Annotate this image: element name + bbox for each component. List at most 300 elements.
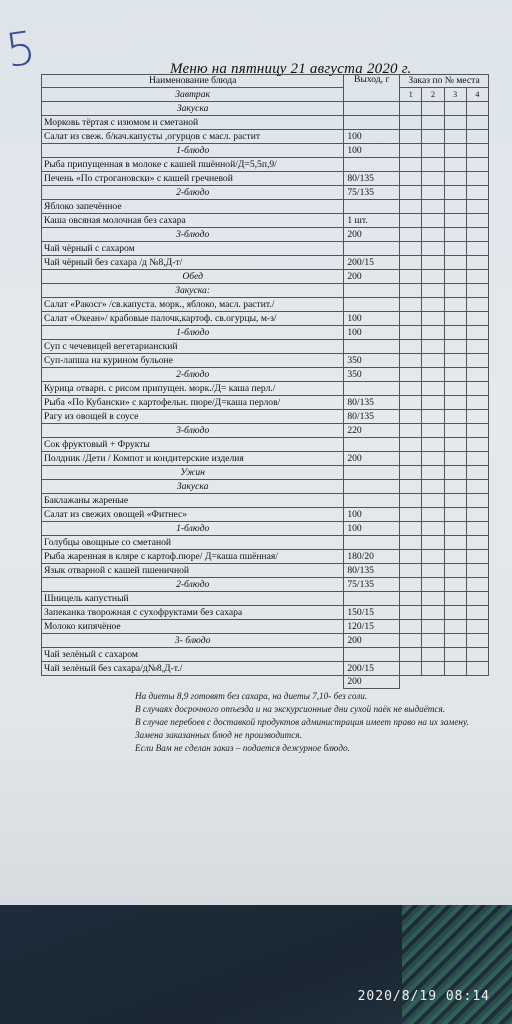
- order-box[interactable]: [400, 116, 421, 129]
- menu-row: [42, 619, 489, 633]
- order-box[interactable]: [400, 326, 421, 339]
- order-box[interactable]: [466, 508, 488, 521]
- output-value: 80/135: [344, 409, 400, 423]
- menu-row: [42, 101, 489, 115]
- order-box[interactable]: [400, 396, 421, 409]
- order-box[interactable]: [444, 578, 466, 591]
- output-value: [344, 199, 400, 213]
- order-cells[interactable]: [400, 199, 489, 213]
- order-box[interactable]: [421, 424, 443, 437]
- order-box[interactable]: [421, 396, 443, 409]
- order-box[interactable]: [400, 564, 421, 577]
- order-box[interactable]: [400, 144, 421, 157]
- output-value: 100: [344, 129, 400, 143]
- order-box[interactable]: [444, 466, 466, 479]
- order-box[interactable]: [421, 228, 443, 241]
- order-cells[interactable]: [400, 101, 489, 115]
- order-box[interactable]: [400, 550, 421, 563]
- order-cells[interactable]: [400, 311, 489, 325]
- output-value: 80/135: [344, 395, 400, 409]
- order-box[interactable]: [466, 382, 488, 395]
- menu-row: [42, 115, 489, 129]
- order-box[interactable]: [466, 396, 488, 409]
- order-box[interactable]: [400, 172, 421, 185]
- menu-row: [42, 269, 489, 283]
- output-value: [344, 437, 400, 451]
- order-box[interactable]: [466, 228, 488, 241]
- order-box[interactable]: [421, 508, 443, 521]
- order-box[interactable]: [444, 242, 466, 255]
- order-cells[interactable]: [400, 283, 489, 297]
- order-box[interactable]: [466, 298, 488, 311]
- order-box[interactable]: [421, 158, 443, 171]
- order-box[interactable]: [421, 592, 443, 605]
- order-box[interactable]: [421, 522, 443, 535]
- order-box[interactable]: [400, 256, 421, 269]
- order-box[interactable]: [400, 452, 421, 465]
- place-1: 1: [408, 89, 413, 99]
- order-box[interactable]: [444, 522, 466, 535]
- order-box[interactable]: [421, 172, 443, 185]
- order-box[interactable]: [444, 116, 466, 129]
- order-box[interactable]: [400, 382, 421, 395]
- order-box[interactable]: [421, 340, 443, 353]
- dish-name: Чай зелёный без сахара/д№8,Д-т./: [42, 661, 344, 675]
- order-box[interactable]: [444, 424, 466, 437]
- output-value: [344, 297, 400, 311]
- order-box[interactable]: [400, 410, 421, 423]
- order-box[interactable]: [444, 312, 466, 325]
- menu-row: [42, 465, 489, 479]
- dish-name: Полдник /Дети / Компот и кондитерские изделия: [42, 451, 344, 465]
- order-box[interactable]: [466, 368, 488, 381]
- dish-name: Салат из свежих овощей «Фитнес»: [42, 507, 344, 521]
- order-cells[interactable]: [400, 647, 489, 661]
- order-box[interactable]: [421, 648, 443, 661]
- blank-cell: [400, 675, 489, 688]
- order-cells[interactable]: [400, 171, 489, 185]
- menu-row: [42, 647, 489, 661]
- order-box[interactable]: [466, 522, 488, 535]
- order-box[interactable]: [444, 144, 466, 157]
- order-box[interactable]: [444, 396, 466, 409]
- menu-row: [42, 409, 489, 423]
- order-cells[interactable]: [400, 129, 489, 143]
- order-box[interactable]: [444, 172, 466, 185]
- order-box[interactable]: [400, 228, 421, 241]
- order-box[interactable]: [400, 634, 421, 647]
- order-cells[interactable]: [400, 339, 489, 353]
- order-box[interactable]: [444, 480, 466, 493]
- order-box[interactable]: [466, 648, 488, 661]
- output-value: 200: [344, 227, 400, 241]
- order-box[interactable]: [444, 508, 466, 521]
- order-box[interactable]: [400, 536, 421, 549]
- order-box[interactable]: [400, 648, 421, 661]
- order-box[interactable]: [466, 270, 488, 283]
- order-box[interactable]: [421, 186, 443, 199]
- output-value: 80/135: [344, 171, 400, 185]
- menu-row: [42, 591, 489, 605]
- order-cells[interactable]: [400, 605, 489, 619]
- order-box[interactable]: [444, 592, 466, 605]
- order-box[interactable]: [421, 116, 443, 129]
- order-box[interactable]: [466, 214, 488, 227]
- menu-row: [42, 605, 489, 619]
- output-value: 1 шт.: [344, 213, 400, 227]
- order-box[interactable]: [444, 536, 466, 549]
- order-box[interactable]: [400, 466, 421, 479]
- order-box[interactable]: [444, 438, 466, 451]
- order-box[interactable]: [444, 620, 466, 633]
- order-box[interactable]: [466, 634, 488, 647]
- order-box[interactable]: [444, 214, 466, 227]
- menu-row: [42, 563, 489, 577]
- order-box[interactable]: [444, 606, 466, 619]
- menu-row: [42, 227, 489, 241]
- output-value: 80/135: [344, 563, 400, 577]
- order-box[interactable]: [444, 634, 466, 647]
- note-line: Если Вам не сделан заказ – подается дежурное блюдо.: [135, 743, 350, 753]
- order-box[interactable]: [466, 410, 488, 423]
- output-value: [344, 591, 400, 605]
- output-value: 200: [344, 451, 400, 465]
- menu-row: [42, 479, 489, 493]
- course-label: 3- блюдо: [42, 633, 344, 647]
- order-box[interactable]: [421, 606, 443, 619]
- order-cells[interactable]: [400, 423, 489, 437]
- course-label: 1-блюдо: [42, 521, 344, 535]
- order-box[interactable]: [421, 368, 443, 381]
- order-box[interactable]: [466, 620, 488, 633]
- order-cells[interactable]: [400, 493, 489, 507]
- output-value: 350: [344, 367, 400, 381]
- dish-name: Чай зелёный с сахаром: [42, 647, 344, 661]
- menu-row: [42, 353, 489, 367]
- order-box[interactable]: [421, 620, 443, 633]
- course-label: 2-блюдо: [42, 185, 344, 199]
- dish-name: Курица отварн. с рисом припущен. морк./Д= каша перл./: [42, 381, 344, 395]
- order-box[interactable]: [444, 662, 466, 675]
- menu-row: [42, 507, 489, 521]
- output-value: 350: [344, 353, 400, 367]
- order-box[interactable]: [444, 648, 466, 661]
- dish-name: Баклажаны жареные: [42, 493, 344, 507]
- output-value: 100: [344, 507, 400, 521]
- order-box[interactable]: [466, 312, 488, 325]
- order-box[interactable]: [444, 228, 466, 241]
- order-cells[interactable]: [400, 577, 489, 591]
- order-box[interactable]: [444, 270, 466, 283]
- order-box[interactable]: [444, 326, 466, 339]
- order-box[interactable]: [466, 606, 488, 619]
- subsection-label: Закуска:: [42, 283, 344, 297]
- order-box[interactable]: [400, 578, 421, 591]
- order-box[interactable]: [444, 550, 466, 563]
- menu-row: [42, 521, 489, 535]
- order-box[interactable]: [444, 494, 466, 507]
- output-value: [344, 157, 400, 171]
- order-box[interactable]: [421, 256, 443, 269]
- order-box[interactable]: [444, 452, 466, 465]
- order-box[interactable]: [400, 270, 421, 283]
- order-box[interactable]: [400, 312, 421, 325]
- order-box[interactable]: [466, 158, 488, 171]
- order-box[interactable]: [400, 368, 421, 381]
- order-cells[interactable]: [400, 479, 489, 493]
- order-cells[interactable]: [400, 591, 489, 605]
- order-cells[interactable]: [400, 227, 489, 241]
- order-box[interactable]: [444, 256, 466, 269]
- menu-row: [42, 185, 489, 199]
- output-value: [344, 115, 400, 129]
- order-box[interactable]: [444, 102, 466, 115]
- dish-name: Салат из свеж. б/кач.капусты ,огурцов с масл. растит: [42, 129, 344, 143]
- order-box[interactable]: [400, 508, 421, 521]
- dish-name: Салат «Ракосг» /св.капуста. морк., яблоко, масл. растит./: [42, 297, 344, 311]
- menu-row: [42, 143, 489, 157]
- dish-name: Голубцы овощные со сметаной: [42, 535, 344, 549]
- menu-row: [42, 199, 489, 213]
- order-box[interactable]: [400, 606, 421, 619]
- menu-row: [42, 367, 489, 381]
- output-value: [344, 493, 400, 507]
- order-box[interactable]: [466, 256, 488, 269]
- order-box[interactable]: [400, 354, 421, 367]
- order-cells[interactable]: [400, 619, 489, 633]
- order-box[interactable]: [421, 270, 443, 283]
- order-box[interactable]: [466, 536, 488, 549]
- order-box[interactable]: [444, 354, 466, 367]
- order-box[interactable]: [466, 340, 488, 353]
- order-box[interactable]: [400, 298, 421, 311]
- order-box[interactable]: [466, 466, 488, 479]
- order-box[interactable]: [421, 326, 443, 339]
- order-box[interactable]: [421, 200, 443, 213]
- dish-name: Чай чёрный с сахаром: [42, 241, 344, 255]
- order-cells[interactable]: [400, 395, 489, 409]
- menu-row-final: [42, 675, 489, 688]
- order-cells[interactable]: [400, 325, 489, 339]
- order-box[interactable]: [466, 326, 488, 339]
- order-box[interactable]: [400, 662, 421, 675]
- order-box[interactable]: [421, 410, 443, 423]
- course-label: 1-блюдо: [42, 143, 344, 157]
- order-cells[interactable]: [400, 507, 489, 521]
- dish-name: Чай чёрный без сахара /д №8,Д-т/: [42, 255, 344, 269]
- order-box[interactable]: [400, 130, 421, 143]
- order-box[interactable]: [466, 592, 488, 605]
- dish-name: Рыба «По Кубански» с картофельн. пюре/Д=каша перлов/: [42, 395, 344, 409]
- dish-name: Сок фруктовый + Фрукты: [42, 437, 344, 451]
- order-cells[interactable]: [400, 535, 489, 549]
- dish-name: Суп-лапша на курином бульоне: [42, 353, 344, 367]
- menu-row: [42, 381, 489, 395]
- menu-row: [42, 311, 489, 325]
- output-value: 180/20: [344, 549, 400, 563]
- order-box[interactable]: [444, 200, 466, 213]
- header-order: Заказ по № места: [400, 75, 489, 88]
- order-box[interactable]: [400, 186, 421, 199]
- table-subheader-row: [42, 87, 489, 101]
- dish-name: Каша овсяная молочная без сахара: [42, 213, 344, 227]
- order-box[interactable]: [466, 102, 488, 115]
- order-cells[interactable]: [400, 549, 489, 563]
- order-cells[interactable]: [400, 269, 489, 283]
- order-box[interactable]: [466, 186, 488, 199]
- order-cells[interactable]: [400, 465, 489, 479]
- order-box[interactable]: [421, 536, 443, 549]
- note-line: Замена заказанных блюд не производится.: [135, 730, 302, 740]
- order-box[interactable]: [466, 354, 488, 367]
- order-box[interactable]: [400, 620, 421, 633]
- order-cells[interactable]: [400, 437, 489, 451]
- order-cells[interactable]: [400, 157, 489, 171]
- course-label: 1-блюдо: [42, 325, 344, 339]
- order-box[interactable]: [421, 298, 443, 311]
- dish-name: Морковь тёртая с изюмом и сметаной: [42, 115, 344, 129]
- order-box[interactable]: [421, 662, 443, 675]
- order-cells[interactable]: [400, 143, 489, 157]
- menu-row: [42, 283, 489, 297]
- order-box[interactable]: [466, 116, 488, 129]
- order-box[interactable]: [400, 340, 421, 353]
- order-box[interactable]: [444, 410, 466, 423]
- order-cells[interactable]: [400, 633, 489, 647]
- order-box[interactable]: [444, 284, 466, 297]
- order-box[interactable]: [466, 564, 488, 577]
- menu-row: [42, 255, 489, 269]
- dish-name: Рагу из овощей в соусе: [42, 409, 344, 423]
- order-box[interactable]: [421, 494, 443, 507]
- order-box[interactable]: [400, 592, 421, 605]
- order-box[interactable]: [466, 480, 488, 493]
- order-box[interactable]: [444, 186, 466, 199]
- order-box[interactable]: [421, 130, 443, 143]
- order-box[interactable]: [466, 424, 488, 437]
- order-box[interactable]: [400, 102, 421, 115]
- order-box[interactable]: [400, 242, 421, 255]
- order-box[interactable]: [400, 522, 421, 535]
- order-box[interactable]: [466, 494, 488, 507]
- order-cells[interactable]: [400, 563, 489, 577]
- order-box[interactable]: [466, 662, 488, 675]
- order-box[interactable]: [421, 284, 443, 297]
- order-box[interactable]: [444, 298, 466, 311]
- order-box[interactable]: [421, 634, 443, 647]
- order-cells[interactable]: [400, 409, 489, 423]
- order-box[interactable]: [421, 102, 443, 115]
- order-cells[interactable]: [400, 353, 489, 367]
- menu-row: [42, 213, 489, 227]
- order-box[interactable]: [421, 438, 443, 451]
- order-cells[interactable]: [400, 255, 489, 269]
- output-value: [344, 479, 400, 493]
- output-value: 75/135: [344, 185, 400, 199]
- menu-row: [42, 157, 489, 171]
- order-box[interactable]: [421, 214, 443, 227]
- order-box[interactable]: [444, 564, 466, 577]
- order-box[interactable]: [421, 480, 443, 493]
- order-box[interactable]: [466, 130, 488, 143]
- order-box[interactable]: [466, 200, 488, 213]
- order-box[interactable]: [400, 284, 421, 297]
- order-box[interactable]: [466, 550, 488, 563]
- order-box[interactable]: [400, 424, 421, 437]
- order-box[interactable]: [421, 452, 443, 465]
- order-box[interactable]: [421, 382, 443, 395]
- order-box[interactable]: [421, 564, 443, 577]
- order-box[interactable]: [421, 466, 443, 479]
- menu-row: [42, 437, 489, 451]
- output-value: 100: [344, 325, 400, 339]
- order-box[interactable]: [400, 480, 421, 493]
- order-cells[interactable]: [400, 115, 489, 129]
- order-box[interactable]: [421, 242, 443, 255]
- places-header: [400, 87, 489, 101]
- order-box[interactable]: [400, 200, 421, 213]
- order-cells[interactable]: [400, 297, 489, 311]
- order-box[interactable]: [400, 438, 421, 451]
- order-box[interactable]: [466, 284, 488, 297]
- order-cells[interactable]: [400, 451, 489, 465]
- menu-row: [42, 129, 489, 143]
- order-cells[interactable]: [400, 241, 489, 255]
- order-box[interactable]: [421, 144, 443, 157]
- output-value: [344, 381, 400, 395]
- subsection-label: Закуска: [42, 101, 344, 115]
- order-cells[interactable]: [400, 521, 489, 535]
- order-cells[interactable]: [400, 185, 489, 199]
- fabric-pattern: [402, 905, 512, 1024]
- order-box[interactable]: [444, 340, 466, 353]
- order-cells[interactable]: [400, 381, 489, 395]
- dish-name: Рыба жаренная в кляре с картоф.пюре/ Д=каша пшённая/: [42, 549, 344, 563]
- order-box[interactable]: [421, 578, 443, 591]
- order-cells[interactable]: [400, 661, 489, 675]
- order-cells[interactable]: [400, 213, 489, 227]
- menu-row: [42, 423, 489, 437]
- order-box[interactable]: [466, 578, 488, 591]
- order-box[interactable]: [421, 312, 443, 325]
- subsection-label: Закуска: [42, 479, 344, 493]
- dish-name: Яблоко запечённое: [42, 199, 344, 213]
- order-box[interactable]: [400, 158, 421, 171]
- order-box[interactable]: [466, 242, 488, 255]
- course-label: 2-блюдо: [42, 367, 344, 381]
- order-box[interactable]: [444, 130, 466, 143]
- order-box[interactable]: [444, 158, 466, 171]
- order-box[interactable]: [466, 438, 488, 451]
- order-box[interactable]: [421, 354, 443, 367]
- course-label: 3-блюдо: [42, 227, 344, 241]
- place-4: 4: [466, 88, 488, 101]
- order-box[interactable]: [466, 144, 488, 157]
- notes-block: [135, 690, 469, 755]
- output-value: 200/15: [344, 661, 400, 675]
- order-box[interactable]: [400, 494, 421, 507]
- output-value: [344, 101, 400, 115]
- order-box[interactable]: [466, 452, 488, 465]
- output-value: [344, 339, 400, 353]
- menu-row: [42, 339, 489, 353]
- order-box[interactable]: [421, 550, 443, 563]
- order-box[interactable]: [444, 368, 466, 381]
- order-cells[interactable]: [400, 367, 489, 381]
- order-box[interactable]: [444, 382, 466, 395]
- order-box[interactable]: [466, 172, 488, 185]
- order-box[interactable]: [400, 214, 421, 227]
